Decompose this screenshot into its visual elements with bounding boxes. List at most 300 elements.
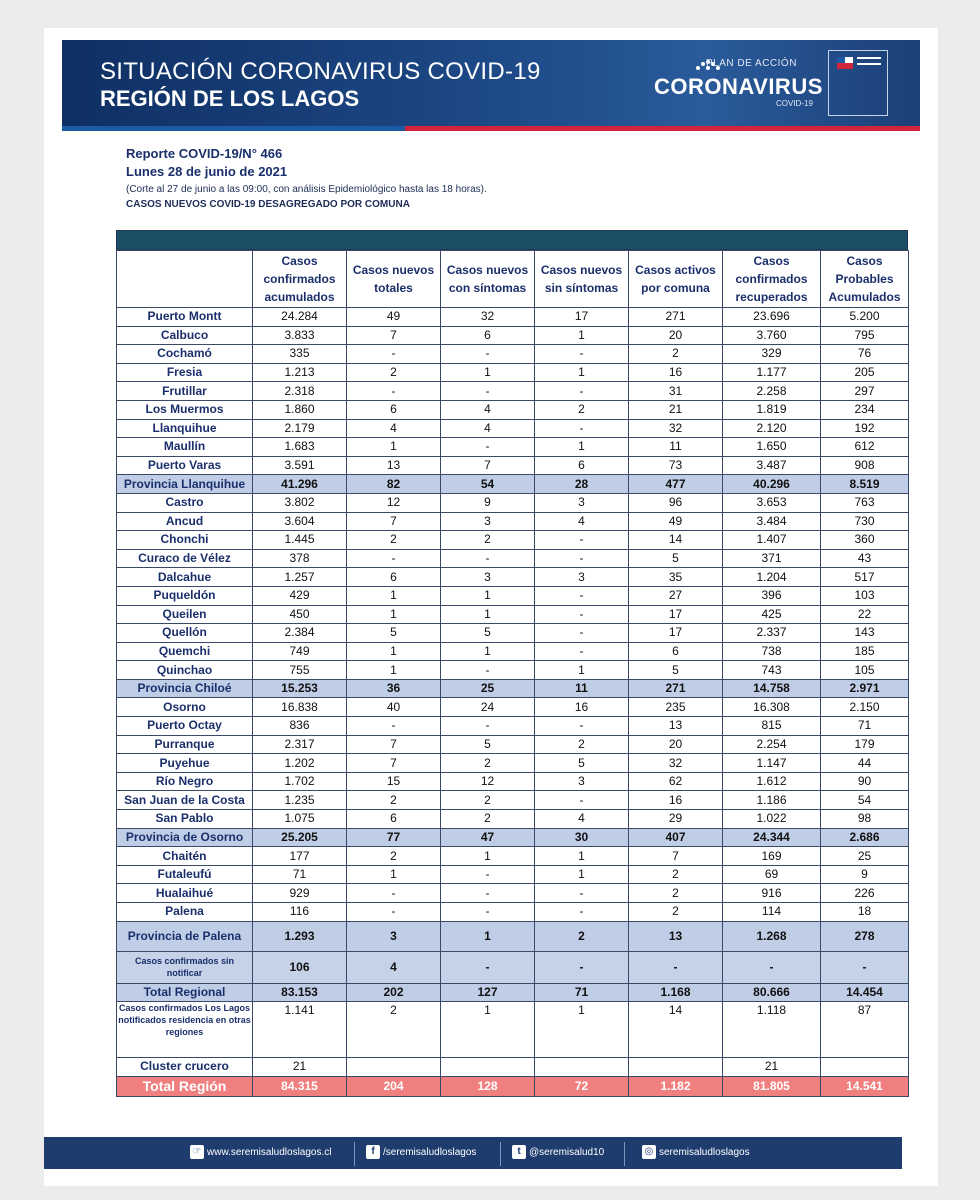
table-cell: - bbox=[535, 549, 629, 568]
table-cell: - bbox=[535, 605, 629, 624]
table-cell: 49 bbox=[629, 512, 723, 531]
table-cell: 71 bbox=[253, 865, 347, 884]
report-subtitle: CASOS NUEVOS COVID-19 DESAGREGADO POR COMUNA bbox=[126, 199, 410, 210]
column-header: Casos confirmados acumulados bbox=[253, 251, 347, 308]
government-logo-icon bbox=[828, 50, 888, 116]
table-cell: 28 bbox=[535, 475, 629, 494]
table-cell: 73 bbox=[629, 456, 723, 475]
table-cell: 3 bbox=[535, 772, 629, 791]
table-cell: 7 bbox=[441, 456, 535, 475]
table-cell: 6 bbox=[347, 400, 441, 419]
table-cell: 3 bbox=[535, 568, 629, 587]
row-label: Puerto Montt bbox=[117, 308, 253, 327]
row-label: Río Negro bbox=[117, 772, 253, 791]
table-cell: 44 bbox=[821, 754, 909, 773]
table-cell: 1 bbox=[441, 605, 535, 624]
table-cell: - bbox=[535, 951, 629, 983]
table-cell: 6 bbox=[441, 326, 535, 345]
table-cell: 3 bbox=[535, 493, 629, 512]
table-cell: 14.758 bbox=[723, 679, 821, 698]
table-cell: 4 bbox=[441, 419, 535, 438]
row-label: Osorno bbox=[117, 698, 253, 717]
table-cell: 1 bbox=[441, 1002, 535, 1058]
table-cell: 2 bbox=[629, 345, 723, 364]
table-row bbox=[117, 363, 909, 382]
table-cell: 2.318 bbox=[253, 382, 347, 401]
table-row bbox=[117, 326, 909, 345]
table-body bbox=[117, 308, 909, 1097]
table-cell: 25.205 bbox=[253, 828, 347, 847]
table-cell bbox=[535, 1058, 629, 1077]
row-label: Quinchao bbox=[117, 661, 253, 680]
table-cell: 1 bbox=[535, 847, 629, 866]
table-cell: 31 bbox=[629, 382, 723, 401]
table-cell: - bbox=[535, 531, 629, 550]
table-row bbox=[117, 791, 909, 810]
table-cell: 15 bbox=[347, 772, 441, 791]
footer-twitter[interactable]: t @seremisalud10 bbox=[512, 1145, 604, 1161]
row-label: Provincia de Osorno bbox=[117, 828, 253, 847]
cases-table bbox=[116, 250, 909, 1097]
table-cell: 1.168 bbox=[629, 983, 723, 1002]
table-cell: 2 bbox=[347, 791, 441, 810]
table-cell: 2 bbox=[535, 400, 629, 419]
table-cell: 1 bbox=[441, 363, 535, 382]
row-label: Cochamó bbox=[117, 345, 253, 364]
table-cell: 908 bbox=[821, 456, 909, 475]
table-cell: 18 bbox=[821, 903, 909, 922]
table-cell: 81.805 bbox=[723, 1076, 821, 1096]
brand-sub: COVID-19 bbox=[776, 99, 813, 108]
table-cell: 5.200 bbox=[821, 308, 909, 327]
report-cut-note: (Corte al 27 de junio a las 09:00, con análisis Epidemiológico hasta las 18 horas). bbox=[126, 184, 487, 195]
row-label: Fresia bbox=[117, 363, 253, 382]
table-cell: 20 bbox=[629, 326, 723, 345]
table-cell: 2.337 bbox=[723, 624, 821, 643]
table-cell: - bbox=[441, 865, 535, 884]
table-cell: 1.202 bbox=[253, 754, 347, 773]
table-row bbox=[117, 884, 909, 903]
table-cell: 14.541 bbox=[821, 1076, 909, 1096]
table-cell: 929 bbox=[253, 884, 347, 903]
table-cell: 916 bbox=[723, 884, 821, 903]
table-cell: 5 bbox=[535, 754, 629, 773]
table-cell: - bbox=[347, 884, 441, 903]
table-cell: 2.179 bbox=[253, 419, 347, 438]
row-label: Casos confirmados Los Lagos notificados residencia en otras regiones bbox=[117, 1002, 253, 1058]
table-cell: - bbox=[441, 438, 535, 457]
table-cell: 378 bbox=[253, 549, 347, 568]
table-row bbox=[117, 698, 909, 717]
table-cell: 234 bbox=[821, 400, 909, 419]
table-cell: - bbox=[821, 951, 909, 983]
table-cell bbox=[821, 1058, 909, 1077]
row-label: Cluster crucero bbox=[117, 1058, 253, 1077]
unnotified-row bbox=[117, 951, 909, 983]
report-number: Reporte COVID-19/N° 466 bbox=[126, 146, 283, 161]
table-cell: 127 bbox=[441, 983, 535, 1002]
table-cell: - bbox=[535, 382, 629, 401]
table-cell: 1.075 bbox=[253, 810, 347, 829]
row-label: Chonchi bbox=[117, 531, 253, 550]
table-cell: 24.284 bbox=[253, 308, 347, 327]
web-icon: ☞ bbox=[190, 1145, 204, 1159]
table-cell: 12 bbox=[441, 772, 535, 791]
table-cell: 21 bbox=[253, 1058, 347, 1077]
table-cell: 2 bbox=[629, 884, 723, 903]
footer-divider bbox=[500, 1142, 501, 1166]
table-cell: 425 bbox=[723, 605, 821, 624]
table-cell: 1 bbox=[535, 1002, 629, 1058]
column-header: Casos activos por comuna bbox=[629, 251, 723, 308]
table-cell: 14 bbox=[629, 1002, 723, 1058]
footer-web[interactable]: ☞ www.seremisaludloslagos.cl bbox=[190, 1145, 332, 1161]
table-cell: 11 bbox=[535, 679, 629, 698]
table-cell: 396 bbox=[723, 586, 821, 605]
table-cell: - bbox=[347, 717, 441, 736]
table-cell: 6 bbox=[629, 642, 723, 661]
table-row bbox=[117, 456, 909, 475]
table-cell: 749 bbox=[253, 642, 347, 661]
column-header: Casos confirmados recuperados bbox=[723, 251, 821, 308]
table-cell: 2 bbox=[441, 531, 535, 550]
row-label: Castro bbox=[117, 493, 253, 512]
table-cell: 3.487 bbox=[723, 456, 821, 475]
row-label: Quellón bbox=[117, 624, 253, 643]
row-label: Hualaihué bbox=[117, 884, 253, 903]
table-cell: 755 bbox=[253, 661, 347, 680]
footer-divider bbox=[624, 1142, 625, 1166]
header-cell-blank bbox=[117, 251, 253, 308]
table-cell: 1 bbox=[535, 661, 629, 680]
row-label: Palena bbox=[117, 903, 253, 922]
table-cell: - bbox=[347, 382, 441, 401]
table-cell: 30 bbox=[535, 828, 629, 847]
table-cell: 1 bbox=[347, 586, 441, 605]
table-row bbox=[117, 400, 909, 419]
table-cell: 106 bbox=[253, 951, 347, 983]
table-cell: 2.971 bbox=[821, 679, 909, 698]
table-cell: 3 bbox=[441, 568, 535, 587]
table-cell: 407 bbox=[629, 828, 723, 847]
row-label: Curaco de Vélez bbox=[117, 549, 253, 568]
table-cell: - bbox=[441, 903, 535, 922]
table-cell: 16 bbox=[629, 363, 723, 382]
table-cell: 730 bbox=[821, 512, 909, 531]
table-cell: 5 bbox=[347, 624, 441, 643]
table-cell: 177 bbox=[253, 847, 347, 866]
report-date: Lunes 28 de junio de 2021 bbox=[126, 164, 288, 179]
table-cell: 329 bbox=[723, 345, 821, 364]
banner-title: SITUACIÓN CORONAVIRUS COVID-19 bbox=[100, 58, 541, 85]
table-cell: 2 bbox=[347, 531, 441, 550]
table-cell: 1.235 bbox=[253, 791, 347, 810]
table-cell: 2.150 bbox=[821, 698, 909, 717]
table-cell: 17 bbox=[535, 308, 629, 327]
banner-stripe bbox=[62, 126, 920, 131]
table-cell: - bbox=[535, 419, 629, 438]
row-label: Calbuco bbox=[117, 326, 253, 345]
table-row bbox=[117, 419, 909, 438]
footer-facebook[interactable]: f /seremisaludloslagos bbox=[366, 1145, 476, 1161]
table-cell: 795 bbox=[821, 326, 909, 345]
table-cell: 40 bbox=[347, 698, 441, 717]
table-cell: 143 bbox=[821, 624, 909, 643]
table-cell: 4 bbox=[441, 400, 535, 419]
table-cell: 32 bbox=[629, 419, 723, 438]
column-header: Casos nuevos sin síntomas bbox=[535, 251, 629, 308]
column-header: Casos nuevos totales bbox=[347, 251, 441, 308]
table-cell: 1 bbox=[441, 921, 535, 951]
table-cell: 743 bbox=[723, 661, 821, 680]
table-cell: 29 bbox=[629, 810, 723, 829]
table-cell: 2 bbox=[441, 810, 535, 829]
table-row bbox=[117, 493, 909, 512]
table-row bbox=[117, 865, 909, 884]
row-label: Casos confirmados sin notificar bbox=[117, 951, 253, 983]
table-cell: 2 bbox=[347, 1002, 441, 1058]
table-cell: 7 bbox=[347, 735, 441, 754]
table-cell: - bbox=[723, 951, 821, 983]
table-cell: 2.686 bbox=[821, 828, 909, 847]
twitter-icon: t bbox=[512, 1145, 526, 1159]
table-cell: 2.254 bbox=[723, 735, 821, 754]
table-row bbox=[117, 531, 909, 550]
table-cell: 87 bbox=[821, 1002, 909, 1058]
instagram-icon: ◎ bbox=[642, 1145, 656, 1159]
table-cell: 1 bbox=[347, 661, 441, 680]
table-cell: 1.177 bbox=[723, 363, 821, 382]
table-cell: 1.147 bbox=[723, 754, 821, 773]
cases-table-container bbox=[116, 230, 908, 1097]
table-cell: 1 bbox=[347, 642, 441, 661]
table-cell: 3 bbox=[347, 921, 441, 951]
table-cell: 77 bbox=[347, 828, 441, 847]
table-cell: 517 bbox=[821, 568, 909, 587]
table-cell: 14.454 bbox=[821, 983, 909, 1002]
table-cell: - bbox=[441, 345, 535, 364]
table-cell: 179 bbox=[821, 735, 909, 754]
table-cell: 1.141 bbox=[253, 1002, 347, 1058]
column-header: Casos Probables Acumulados bbox=[821, 251, 909, 308]
table-cell: 1.445 bbox=[253, 531, 347, 550]
table-cell: 16.838 bbox=[253, 698, 347, 717]
table-cell: 7 bbox=[347, 326, 441, 345]
table-cell: 1.213 bbox=[253, 363, 347, 382]
table-cell: 71 bbox=[821, 717, 909, 736]
other-regions-row bbox=[117, 1002, 909, 1058]
table-cell: 360 bbox=[821, 531, 909, 550]
table-cell: 1.407 bbox=[723, 531, 821, 550]
table-cell: 7 bbox=[347, 512, 441, 531]
table-cell: 2.258 bbox=[723, 382, 821, 401]
table-cell: 84.315 bbox=[253, 1076, 347, 1096]
table-cell: 54 bbox=[441, 475, 535, 494]
table-cell: 2 bbox=[535, 735, 629, 754]
table-cell: - bbox=[535, 642, 629, 661]
table-row bbox=[117, 568, 909, 587]
table-cell: - bbox=[441, 661, 535, 680]
table-cell: 35 bbox=[629, 568, 723, 587]
table-cell: 2 bbox=[441, 791, 535, 810]
table-cell: 47 bbox=[441, 828, 535, 847]
table-cell: 1 bbox=[441, 586, 535, 605]
table-cell: 1 bbox=[535, 363, 629, 382]
table-row bbox=[117, 382, 909, 401]
table-cell: 27 bbox=[629, 586, 723, 605]
table-cell: 1 bbox=[535, 326, 629, 345]
table-cell: 1 bbox=[535, 865, 629, 884]
row-label: Provincia de Palena bbox=[117, 921, 253, 951]
table-cell: - bbox=[535, 586, 629, 605]
brand-logo: CORONAVIRUS bbox=[654, 74, 823, 99]
table-row bbox=[117, 642, 909, 661]
table-cell: - bbox=[347, 345, 441, 364]
table-cell: 14 bbox=[629, 531, 723, 550]
table-cell: 202 bbox=[347, 983, 441, 1002]
table-cell: 16.308 bbox=[723, 698, 821, 717]
table-cell: 192 bbox=[821, 419, 909, 438]
table-cell: 204 bbox=[347, 1076, 441, 1096]
table-cell: 76 bbox=[821, 345, 909, 364]
province-row bbox=[117, 921, 909, 951]
table-cell: 5 bbox=[441, 624, 535, 643]
table-cell: 25 bbox=[441, 679, 535, 698]
table-cell: 2 bbox=[629, 903, 723, 922]
row-label: Futaleufú bbox=[117, 865, 253, 884]
table-cell: 54 bbox=[821, 791, 909, 810]
table-cell: 205 bbox=[821, 363, 909, 382]
table-cell: - bbox=[347, 903, 441, 922]
table-cell: 2 bbox=[535, 921, 629, 951]
table-cell: 90 bbox=[821, 772, 909, 791]
table-cell: 9 bbox=[441, 493, 535, 512]
table-cell: 226 bbox=[821, 884, 909, 903]
banner-region: REGIÓN DE LOS LAGOS bbox=[100, 86, 360, 111]
table-cell: 128 bbox=[441, 1076, 535, 1096]
table-cell: - bbox=[535, 717, 629, 736]
table-cell: 71 bbox=[535, 983, 629, 1002]
table-cell: 13 bbox=[347, 456, 441, 475]
table-cell: 72 bbox=[535, 1076, 629, 1096]
table-cell: 297 bbox=[821, 382, 909, 401]
table-cell: 83.153 bbox=[253, 983, 347, 1002]
table-cell: 2 bbox=[629, 865, 723, 884]
table-cell: - bbox=[441, 549, 535, 568]
table-cell: 4 bbox=[347, 419, 441, 438]
table-cell: 3.760 bbox=[723, 326, 821, 345]
table-cell: 271 bbox=[629, 308, 723, 327]
row-label: Provincia Llanquihue bbox=[117, 475, 253, 494]
row-label: Llanquihue bbox=[117, 419, 253, 438]
table-cell: 1.650 bbox=[723, 438, 821, 457]
table-row bbox=[117, 438, 909, 457]
table-cell: 1.683 bbox=[253, 438, 347, 457]
table-cell: 103 bbox=[821, 586, 909, 605]
row-label: Puerto Varas bbox=[117, 456, 253, 475]
table-cell: 15.253 bbox=[253, 679, 347, 698]
table-cell: 1.022 bbox=[723, 810, 821, 829]
table-cell: 3.802 bbox=[253, 493, 347, 512]
table-cell: 1.268 bbox=[723, 921, 821, 951]
table-cell: 1.612 bbox=[723, 772, 821, 791]
province-row bbox=[117, 475, 909, 494]
table-cell: 12 bbox=[347, 493, 441, 512]
row-label: Los Muermos bbox=[117, 400, 253, 419]
table-cell: 9 bbox=[821, 865, 909, 884]
table-cell: 98 bbox=[821, 810, 909, 829]
table-cell: - bbox=[441, 717, 535, 736]
table-cell: 96 bbox=[629, 493, 723, 512]
facebook-icon: f bbox=[366, 1145, 380, 1159]
row-label: Quemchi bbox=[117, 642, 253, 661]
table-cell: 1 bbox=[441, 847, 535, 866]
table-cell: 7 bbox=[347, 754, 441, 773]
table-cell: 4 bbox=[535, 810, 629, 829]
table-cell: - bbox=[535, 345, 629, 364]
table-cell: 1.118 bbox=[723, 1002, 821, 1058]
footer-instagram[interactable]: ◎ seremisaludloslagos bbox=[642, 1145, 750, 1161]
table-cell: 1.182 bbox=[629, 1076, 723, 1096]
table-cell: 49 bbox=[347, 308, 441, 327]
table-cell: 477 bbox=[629, 475, 723, 494]
table-row bbox=[117, 772, 909, 791]
total-region-row bbox=[117, 1076, 909, 1096]
table-cell: 16 bbox=[629, 791, 723, 810]
table-row bbox=[117, 903, 909, 922]
table-cell: - bbox=[535, 624, 629, 643]
table-cell: 1.702 bbox=[253, 772, 347, 791]
table-cell: - bbox=[535, 884, 629, 903]
province-row bbox=[117, 828, 909, 847]
table-cell: 80.666 bbox=[723, 983, 821, 1002]
table-cell: 1 bbox=[441, 642, 535, 661]
row-label: Total Región bbox=[117, 1076, 253, 1096]
table-cell: 1.860 bbox=[253, 400, 347, 419]
table-cell: 3 bbox=[441, 512, 535, 531]
table-cell: 3.484 bbox=[723, 512, 821, 531]
table-cell: 17 bbox=[629, 624, 723, 643]
table-cell: 21 bbox=[629, 400, 723, 419]
row-label: Puerto Octay bbox=[117, 717, 253, 736]
table-cell bbox=[441, 1058, 535, 1077]
table-cell: 5 bbox=[441, 735, 535, 754]
row-label: Total Regional bbox=[117, 983, 253, 1002]
table-cell: 1.819 bbox=[723, 400, 821, 419]
table-row bbox=[117, 308, 909, 327]
table-cell: - bbox=[535, 903, 629, 922]
row-label: Puqueldón bbox=[117, 586, 253, 605]
row-label: Frutillar bbox=[117, 382, 253, 401]
table-cell: 185 bbox=[821, 642, 909, 661]
table-row bbox=[117, 661, 909, 680]
table-cell: 3.604 bbox=[253, 512, 347, 531]
row-label: Purranque bbox=[117, 735, 253, 754]
table-cell: 32 bbox=[629, 754, 723, 773]
table-cell bbox=[347, 1058, 441, 1077]
table-row bbox=[117, 847, 909, 866]
table-row bbox=[117, 605, 909, 624]
table-cell: 82 bbox=[347, 475, 441, 494]
table-cell: - bbox=[629, 951, 723, 983]
table-cell: 2 bbox=[347, 363, 441, 382]
table-cell: 815 bbox=[723, 717, 821, 736]
row-label: Puyehue bbox=[117, 754, 253, 773]
table-cell: 763 bbox=[821, 493, 909, 512]
footer-divider bbox=[354, 1142, 355, 1166]
table-cell: 116 bbox=[253, 903, 347, 922]
province-row bbox=[117, 983, 909, 1002]
